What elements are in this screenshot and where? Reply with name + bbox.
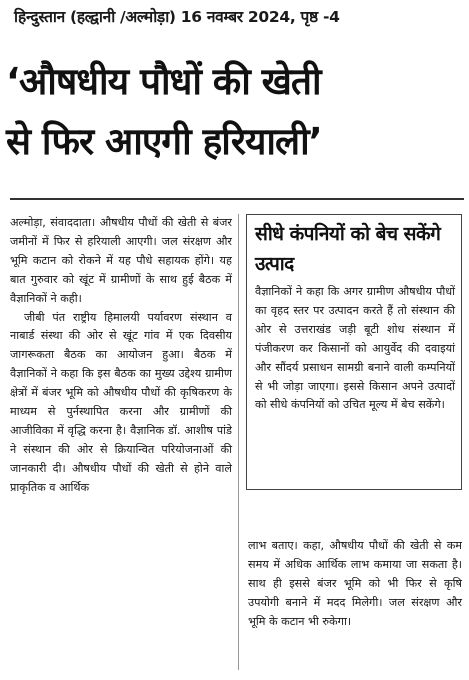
paragraph-1: अल्मोड़ा, संवाददाता। औषधीय पौधों की खेती से बंजर जमीनों में फिर से हरियाली आएगी। जल संरक्षण और भूमि कटान को रोकने में यह पौधे सहायक होंगे। यह बात गुरुवार को खूंट में ग्रामीणों के साथ हुई बैठक में वैज्ञानिकों ने कही। [10,216,232,305]
sub-article-headline: सीधे कंपनियों को बेच सकेंगे उत्पाद [255,223,441,275]
headline-line-2: से फिर आएगी हरियाली’ [6,120,322,163]
paragraph-2: जीबी पंत राष्ट्रीय हिमालयी पर्यावरण संस्थान व नाबार्ड संस्था की ओर से खूंट गांव में एक दिवसीय जागरूकता बैठक का आयोजन हुआ। बैठक में वैज्ञानिकों ने कहा कि इस बैठक का मुख्य उद्देश्य ग्रामीण क्षेत्रों में बंजर भूमि को औषधीय पौधों की कृषिकरण के माध्यम से पुर्नस्थापित करना और ग्रामीणों की आजीविका में वृद्धि करना है। वैज्ञानिक डॉ. आशीष पांडे ने संस्थान की ओर से क्रियान्वित परियोजनाओं की जानकारी दी। औषधीय पौधों की खेती से होने वाले प्राकृतिक व आर्थिक [10,310,232,494]
sub-article-body: वैज्ञानिकों ने कहा कि अगर ग्रामीण औषधीय पौधों का वृहद स्तर पर उत्पादन करते हैं तो संस्थान की ओर से उत्तराखंड जड़ी बूटी शोध संस्थान में पंजीकरण कर किसानों को आयुर्वेद की दवाइयां और सौंदर्य प्रसाधन सामग्री बनाने वाली कम्पनियों से भी जोड़ा जाएगा। इससे किसान अपने उत्पादों को सीधे कंपनियों को उचित मूल्य में बेच सकेंगे। [255,285,455,412]
headline-divider [10,198,464,200]
continued-text: लाभ बताए। कहा, औषधीय पौधों की खेती से कम समय में अधिक आर्थिक लाभ कमाया जा सकता है। साथ ही इससे बंजर भूमि को भी फिर से कृषि उपयोगी बनाने में मदद मिलेगी। जल संरक्षण और भूमि के कटान भी रुकेगा। [248,539,462,628]
headline [6,52,466,172]
column-divider [238,214,239,670]
left-column [10,214,232,498]
headline-line-1: ‘औषधीय पौधों की खेती [6,60,321,103]
sub-article-box [246,214,462,490]
dateline: हिन्दुस्तान (हल्द्वानी /अल्मोड़ा) 16 नवम्बर 2024, पृष्ठ -4 [14,8,340,26]
